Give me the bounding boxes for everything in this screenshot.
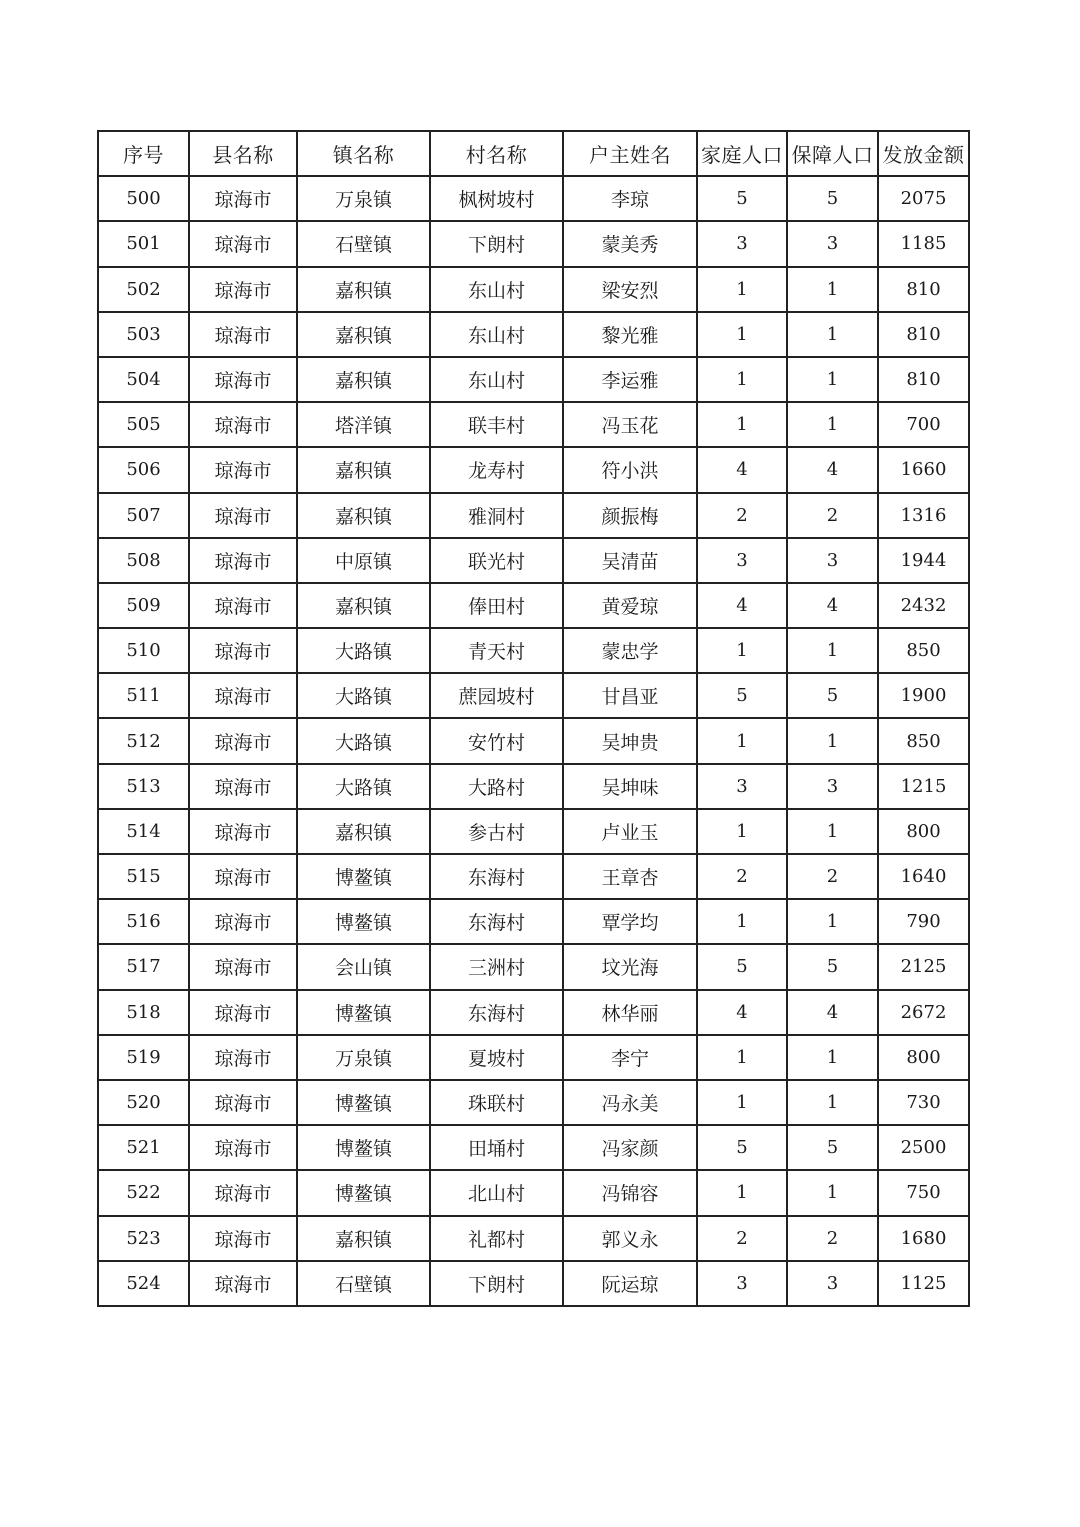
village-name-cell: 安竹村 (430, 718, 563, 763)
covered-persons-cell: 3 (787, 538, 878, 583)
payment-amount-cell: 730 (878, 1080, 969, 1125)
household-size-cell: 1 (697, 1170, 787, 1215)
county-name-cell: 琼海市 (189, 1261, 297, 1306)
householder-name-cell: 王章杏 (563, 854, 697, 899)
county-name-cell: 琼海市 (189, 1035, 297, 1080)
household-size-cell: 1 (697, 628, 787, 673)
table-row (98, 1035, 969, 1080)
householder-name-cell: 林华丽 (563, 990, 697, 1035)
village-name-cell: 大路村 (430, 764, 563, 809)
householder-name-cell: 冯永美 (563, 1080, 697, 1125)
payment-amount-cell: 850 (878, 718, 969, 763)
header-payment-amount: 发放金额 (878, 131, 969, 176)
payment-amount-cell: 1215 (878, 764, 969, 809)
householder-name-cell: 蒙美秀 (563, 221, 697, 266)
table-row (98, 899, 969, 944)
serial-number-cell: 507 (98, 493, 189, 538)
household-size-cell: 4 (697, 447, 787, 492)
serial-number-cell: 509 (98, 583, 189, 628)
covered-persons-cell: 3 (787, 764, 878, 809)
town-name-cell: 石壁镇 (297, 221, 430, 266)
table-row (98, 583, 969, 628)
header-covered-persons: 保障人口 (787, 131, 878, 176)
village-name-cell: 蔗园坡村 (430, 673, 563, 718)
table-row (98, 1125, 969, 1170)
covered-persons-cell: 1 (787, 402, 878, 447)
town-name-cell: 大路镇 (297, 718, 430, 763)
table-row (98, 221, 969, 266)
householder-name-cell: 颜振梅 (563, 493, 697, 538)
village-name-cell: 三洲村 (430, 944, 563, 989)
covered-persons-cell: 3 (787, 221, 878, 266)
town-name-cell: 博鳌镇 (297, 1080, 430, 1125)
village-name-cell: 礼都村 (430, 1216, 563, 1261)
household-size-cell: 1 (697, 1035, 787, 1080)
covered-persons-cell: 2 (787, 493, 878, 538)
household-size-cell: 4 (697, 990, 787, 1035)
header-town-name: 镇名称 (297, 131, 430, 176)
payment-amount-cell: 1944 (878, 538, 969, 583)
town-name-cell: 嘉积镇 (297, 583, 430, 628)
householder-name-cell: 梁安烈 (563, 267, 697, 312)
payment-amount-cell: 810 (878, 357, 969, 402)
household-size-cell: 5 (697, 673, 787, 718)
county-name-cell: 琼海市 (189, 944, 297, 989)
householder-name-cell: 冯玉花 (563, 402, 697, 447)
serial-number-cell: 511 (98, 673, 189, 718)
serial-number-cell: 520 (98, 1080, 189, 1125)
county-name-cell: 琼海市 (189, 1170, 297, 1215)
payment-amount-cell: 2672 (878, 990, 969, 1035)
serial-number-cell: 518 (98, 990, 189, 1035)
serial-number-cell: 524 (98, 1261, 189, 1306)
header-household-size: 家庭人口 (697, 131, 787, 176)
covered-persons-cell: 1 (787, 267, 878, 312)
county-name-cell: 琼海市 (189, 447, 297, 492)
county-name-cell: 琼海市 (189, 899, 297, 944)
county-name-cell: 琼海市 (189, 176, 297, 221)
county-name-cell: 琼海市 (189, 312, 297, 357)
household-size-cell: 3 (697, 538, 787, 583)
householder-name-cell: 李宁 (563, 1035, 697, 1080)
town-name-cell: 大路镇 (297, 628, 430, 673)
town-name-cell: 万泉镇 (297, 1035, 430, 1080)
payment-amount-cell: 810 (878, 267, 969, 312)
county-name-cell: 琼海市 (189, 357, 297, 402)
householder-name-cell: 冯家颜 (563, 1125, 697, 1170)
town-name-cell: 嘉积镇 (297, 357, 430, 402)
village-name-cell: 联光村 (430, 538, 563, 583)
table-row (98, 357, 969, 402)
town-name-cell: 博鳌镇 (297, 990, 430, 1035)
household-size-cell: 3 (697, 1261, 787, 1306)
payment-amount-cell: 1185 (878, 221, 969, 266)
town-name-cell: 嘉积镇 (297, 809, 430, 854)
town-name-cell: 大路镇 (297, 673, 430, 718)
covered-persons-cell: 1 (787, 357, 878, 402)
householder-name-cell: 郭义永 (563, 1216, 697, 1261)
covered-persons-cell: 1 (787, 1170, 878, 1215)
covered-persons-cell: 3 (787, 1261, 878, 1306)
household-size-cell: 5 (697, 1125, 787, 1170)
payment-amount-cell: 1900 (878, 673, 969, 718)
payment-amount-cell: 850 (878, 628, 969, 673)
serial-number-cell: 500 (98, 176, 189, 221)
serial-number-cell: 510 (98, 628, 189, 673)
covered-persons-cell: 1 (787, 628, 878, 673)
payment-amount-cell: 1660 (878, 447, 969, 492)
table-row (98, 402, 969, 447)
payment-amount-cell: 810 (878, 312, 969, 357)
householder-name-cell: 甘昌亚 (563, 673, 697, 718)
county-name-cell: 琼海市 (189, 493, 297, 538)
table-row (98, 1261, 969, 1306)
serial-number-cell: 513 (98, 764, 189, 809)
householder-name-cell: 覃学均 (563, 899, 697, 944)
payment-amount-cell: 1316 (878, 493, 969, 538)
table-row (98, 1080, 969, 1125)
serial-number-cell: 519 (98, 1035, 189, 1080)
household-size-cell: 3 (697, 221, 787, 266)
payment-amount-cell: 2432 (878, 583, 969, 628)
householder-name-cell: 吴坤贵 (563, 718, 697, 763)
table-row (98, 1170, 969, 1215)
serial-number-cell: 508 (98, 538, 189, 583)
household-size-cell: 5 (697, 944, 787, 989)
county-name-cell: 琼海市 (189, 583, 297, 628)
householder-name-cell: 阮运琼 (563, 1261, 697, 1306)
header-village-name: 村名称 (430, 131, 563, 176)
serial-number-cell: 514 (98, 809, 189, 854)
village-name-cell: 北山村 (430, 1170, 563, 1215)
table-row (98, 628, 969, 673)
table-row (98, 718, 969, 763)
payment-amount-cell: 1680 (878, 1216, 969, 1261)
householder-name-cell: 蒙忠学 (563, 628, 697, 673)
payment-amount-cell: 750 (878, 1170, 969, 1215)
table-row (98, 176, 969, 221)
covered-persons-cell: 1 (787, 899, 878, 944)
town-name-cell: 嘉积镇 (297, 493, 430, 538)
county-name-cell: 琼海市 (189, 718, 297, 763)
table-row (98, 493, 969, 538)
household-size-cell: 2 (697, 1216, 787, 1261)
table-row (98, 538, 969, 583)
table-row (98, 944, 969, 989)
county-name-cell: 琼海市 (189, 764, 297, 809)
county-name-cell: 琼海市 (189, 1080, 297, 1125)
table-row (98, 447, 969, 492)
covered-persons-cell: 1 (787, 1035, 878, 1080)
village-name-cell: 珠联村 (430, 1080, 563, 1125)
table-body (98, 176, 969, 1306)
serial-number-cell: 523 (98, 1216, 189, 1261)
county-name-cell: 琼海市 (189, 990, 297, 1035)
table-row (98, 1216, 969, 1261)
village-name-cell: 青天村 (430, 628, 563, 673)
householder-name-cell: 李运雅 (563, 357, 697, 402)
town-name-cell: 嘉积镇 (297, 447, 430, 492)
household-size-cell: 2 (697, 493, 787, 538)
village-name-cell: 夏坡村 (430, 1035, 563, 1080)
covered-persons-cell: 1 (787, 312, 878, 357)
covered-persons-cell: 2 (787, 854, 878, 899)
village-name-cell: 下朗村 (430, 1261, 563, 1306)
town-name-cell: 中原镇 (297, 538, 430, 583)
householder-name-cell: 黎光雅 (563, 312, 697, 357)
table-header-row (98, 131, 969, 176)
town-name-cell: 博鳌镇 (297, 899, 430, 944)
household-size-cell: 1 (697, 899, 787, 944)
town-name-cell: 嘉积镇 (297, 267, 430, 312)
table-row (98, 854, 969, 899)
town-name-cell: 会山镇 (297, 944, 430, 989)
town-name-cell: 石壁镇 (297, 1261, 430, 1306)
householder-name-cell: 黄爱琼 (563, 583, 697, 628)
village-name-cell: 联丰村 (430, 402, 563, 447)
village-name-cell: 俸田村 (430, 583, 563, 628)
header-serial-number: 序号 (98, 131, 189, 176)
serial-number-cell: 522 (98, 1170, 189, 1215)
serial-number-cell: 506 (98, 447, 189, 492)
county-name-cell: 琼海市 (189, 673, 297, 718)
payment-amount-cell: 2125 (878, 944, 969, 989)
village-name-cell: 参古村 (430, 809, 563, 854)
household-size-cell: 1 (697, 267, 787, 312)
header-householder-name: 户主姓名 (563, 131, 697, 176)
town-name-cell: 博鳌镇 (297, 1170, 430, 1215)
county-name-cell: 琼海市 (189, 267, 297, 312)
household-size-cell: 5 (697, 176, 787, 221)
serial-number-cell: 503 (98, 312, 189, 357)
serial-number-cell: 505 (98, 402, 189, 447)
county-name-cell: 琼海市 (189, 809, 297, 854)
householder-name-cell: 符小洪 (563, 447, 697, 492)
serial-number-cell: 504 (98, 357, 189, 402)
town-name-cell: 塔洋镇 (297, 402, 430, 447)
covered-persons-cell: 5 (787, 1125, 878, 1170)
county-name-cell: 琼海市 (189, 1125, 297, 1170)
household-size-cell: 1 (697, 312, 787, 357)
covered-persons-cell: 5 (787, 944, 878, 989)
covered-persons-cell: 1 (787, 809, 878, 854)
table-row (98, 809, 969, 854)
payment-amount-cell: 2500 (878, 1125, 969, 1170)
village-name-cell: 东海村 (430, 854, 563, 899)
county-name-cell: 琼海市 (189, 221, 297, 266)
householder-name-cell: 卢业玉 (563, 809, 697, 854)
village-name-cell: 田埇村 (430, 1125, 563, 1170)
household-size-cell: 3 (697, 764, 787, 809)
village-name-cell: 东山村 (430, 312, 563, 357)
household-size-cell: 1 (697, 809, 787, 854)
county-name-cell: 琼海市 (189, 1216, 297, 1261)
household-size-cell: 2 (697, 854, 787, 899)
county-name-cell: 琼海市 (189, 854, 297, 899)
table-row (98, 990, 969, 1035)
village-name-cell: 雅洞村 (430, 493, 563, 538)
household-size-cell: 4 (697, 583, 787, 628)
payment-amount-cell: 1640 (878, 854, 969, 899)
table-row (98, 764, 969, 809)
payment-amount-cell: 790 (878, 899, 969, 944)
serial-number-cell: 517 (98, 944, 189, 989)
header-county-name: 县名称 (189, 131, 297, 176)
town-name-cell: 博鳌镇 (297, 854, 430, 899)
serial-number-cell: 516 (98, 899, 189, 944)
household-size-cell: 1 (697, 1080, 787, 1125)
town-name-cell: 嘉积镇 (297, 1216, 430, 1261)
county-name-cell: 琼海市 (189, 628, 297, 673)
town-name-cell: 万泉镇 (297, 176, 430, 221)
town-name-cell: 大路镇 (297, 764, 430, 809)
household-size-cell: 1 (697, 357, 787, 402)
payment-amount-cell: 700 (878, 402, 969, 447)
village-name-cell: 东海村 (430, 899, 563, 944)
serial-number-cell: 521 (98, 1125, 189, 1170)
table-row (98, 312, 969, 357)
county-name-cell: 琼海市 (189, 538, 297, 583)
town-name-cell: 博鳌镇 (297, 1125, 430, 1170)
village-name-cell: 龙寿村 (430, 447, 563, 492)
village-name-cell: 东山村 (430, 357, 563, 402)
household-size-cell: 1 (697, 718, 787, 763)
householder-name-cell: 坟光海 (563, 944, 697, 989)
covered-persons-cell: 4 (787, 990, 878, 1035)
covered-persons-cell: 5 (787, 176, 878, 221)
table-row (98, 267, 969, 312)
county-name-cell: 琼海市 (189, 402, 297, 447)
householder-name-cell: 吴坤味 (563, 764, 697, 809)
serial-number-cell: 502 (98, 267, 189, 312)
serial-number-cell: 512 (98, 718, 189, 763)
village-name-cell: 东海村 (430, 990, 563, 1035)
covered-persons-cell: 2 (787, 1216, 878, 1261)
payment-amount-cell: 2075 (878, 176, 969, 221)
table-row (98, 673, 969, 718)
covered-persons-cell: 4 (787, 583, 878, 628)
serial-number-cell: 515 (98, 854, 189, 899)
assistance-roster-table (97, 130, 970, 1307)
householder-name-cell: 冯锦容 (563, 1170, 697, 1215)
payment-amount-cell: 800 (878, 809, 969, 854)
householder-name-cell: 吴清苗 (563, 538, 697, 583)
town-name-cell: 嘉积镇 (297, 312, 430, 357)
payment-amount-cell: 800 (878, 1035, 969, 1080)
village-name-cell: 下朗村 (430, 221, 563, 266)
serial-number-cell: 501 (98, 221, 189, 266)
covered-persons-cell: 4 (787, 447, 878, 492)
covered-persons-cell: 5 (787, 673, 878, 718)
village-name-cell: 东山村 (430, 267, 563, 312)
covered-persons-cell: 1 (787, 718, 878, 763)
household-size-cell: 1 (697, 402, 787, 447)
payment-amount-cell: 1125 (878, 1261, 969, 1306)
village-name-cell: 枫树坡村 (430, 176, 563, 221)
householder-name-cell: 李琼 (563, 176, 697, 221)
covered-persons-cell: 1 (787, 1080, 878, 1125)
